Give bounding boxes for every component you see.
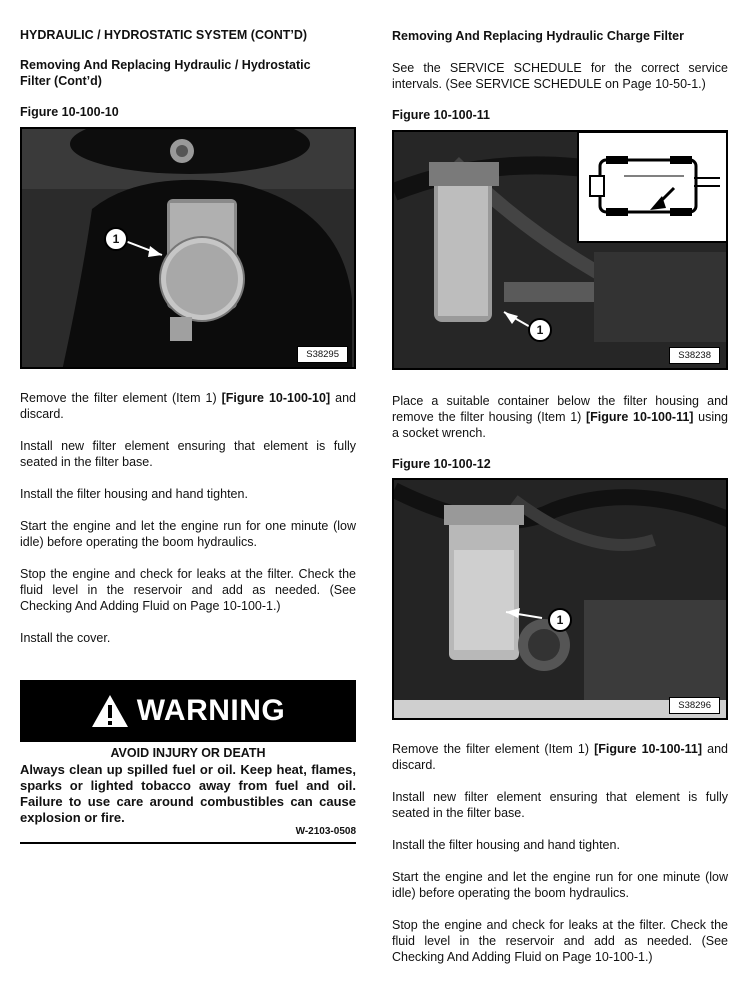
filter-element-illustration	[394, 480, 728, 720]
paragraph-check-leaks: Stop the engine and check for leaks at the filter. Check the fluid level in the reservoir and add as needed. (See Checking And Adding Fluid on Page 10-100-1.)	[20, 567, 356, 613]
paragraph-install-element: Install new filter element ensuring that element is fully seated in the filter base.	[392, 790, 728, 820]
figure-code: S38295	[297, 346, 348, 363]
warning-banner	[20, 680, 356, 742]
paragraph-install-element: Install new filter element ensuring that element is fully seated in the filter base.	[20, 439, 356, 469]
figure-label: Figure 10-100-12	[392, 457, 491, 471]
warning-divider	[20, 842, 356, 844]
warning-title: WARNING	[136, 694, 286, 727]
charge-filter-illustration	[394, 132, 728, 370]
figure-label: Figure 10-100-10	[20, 105, 119, 119]
figure-code: S38296	[669, 697, 720, 714]
section-title: HYDRAULIC / HYDROSTATIC SYSTEM (CONT’D)	[20, 28, 308, 42]
figure-code: S38238	[669, 347, 720, 364]
paragraph-install-housing: Install the filter housing and hand tighten.	[392, 838, 620, 852]
paragraph-start-engine: Start the engine and let the engine run for one minute (low idle) before operating the boom hydraulics.	[20, 519, 356, 549]
paragraph-intro: See the SERVICE SCHEDULE for the correct service intervals. (See SERVICE SCHEDULE on Page 10-50-1.)	[392, 61, 728, 91]
warning-code: W-2103-0508	[295, 826, 356, 837]
paragraph-install-housing: Install the filter housing and hand tighten.	[20, 487, 248, 501]
figure-photo-filter	[20, 127, 356, 369]
warning-body: Always clean up spilled fuel or oil. Keep heat, flames, sparks or lighted tobacco away from fuel and oil. Failure to use care around combustibles can cause explosion or fire.	[20, 762, 356, 825]
paragraph-check-leaks: Stop the engine and check for leaks at the filter. Check the fluid level in the reservoir and add as needed. (See Checking And Adding Fluid on Page 10-100-1.)	[392, 918, 728, 964]
figure-label: Figure 10-100-11	[392, 108, 490, 122]
paragraph-start-engine: Start the engine and let the engine run for one minute (low idle) before operating the boom hydraulics.	[392, 870, 728, 900]
filter-illustration	[22, 129, 356, 369]
section-title: Removing And Replacing Hydraulic Charge Filter	[392, 29, 684, 43]
figure-photo-charge-filter	[392, 130, 728, 370]
callout-1: 1	[528, 318, 552, 342]
callout-1: 1	[548, 608, 572, 632]
warning-subtitle: AVOID INJURY OR DEATH	[110, 746, 266, 760]
callout-1: 1	[104, 227, 128, 251]
paragraph-install-cover: Install the cover.	[20, 631, 111, 645]
warning-triangle-icon	[91, 694, 129, 728]
paragraph-place-container: Place a suitable container below the filter housing and remove the filter housing (Item 1) [Figure 10-100-11] using a socket wrench.	[392, 394, 729, 440]
paragraph-remove-element: Remove the filter element (Item 1) [Figure 10-100-11] and discard.	[392, 742, 728, 772]
subsection-title: Removing And Replacing Hydraulic / Hydrostatic Filter (Cont’d)	[20, 58, 311, 88]
paragraph-remove-element: Remove the filter element (Item 1) [Figure 10-100-10] and discard.	[20, 391, 356, 421]
figure-photo-filter-element	[392, 478, 728, 720]
